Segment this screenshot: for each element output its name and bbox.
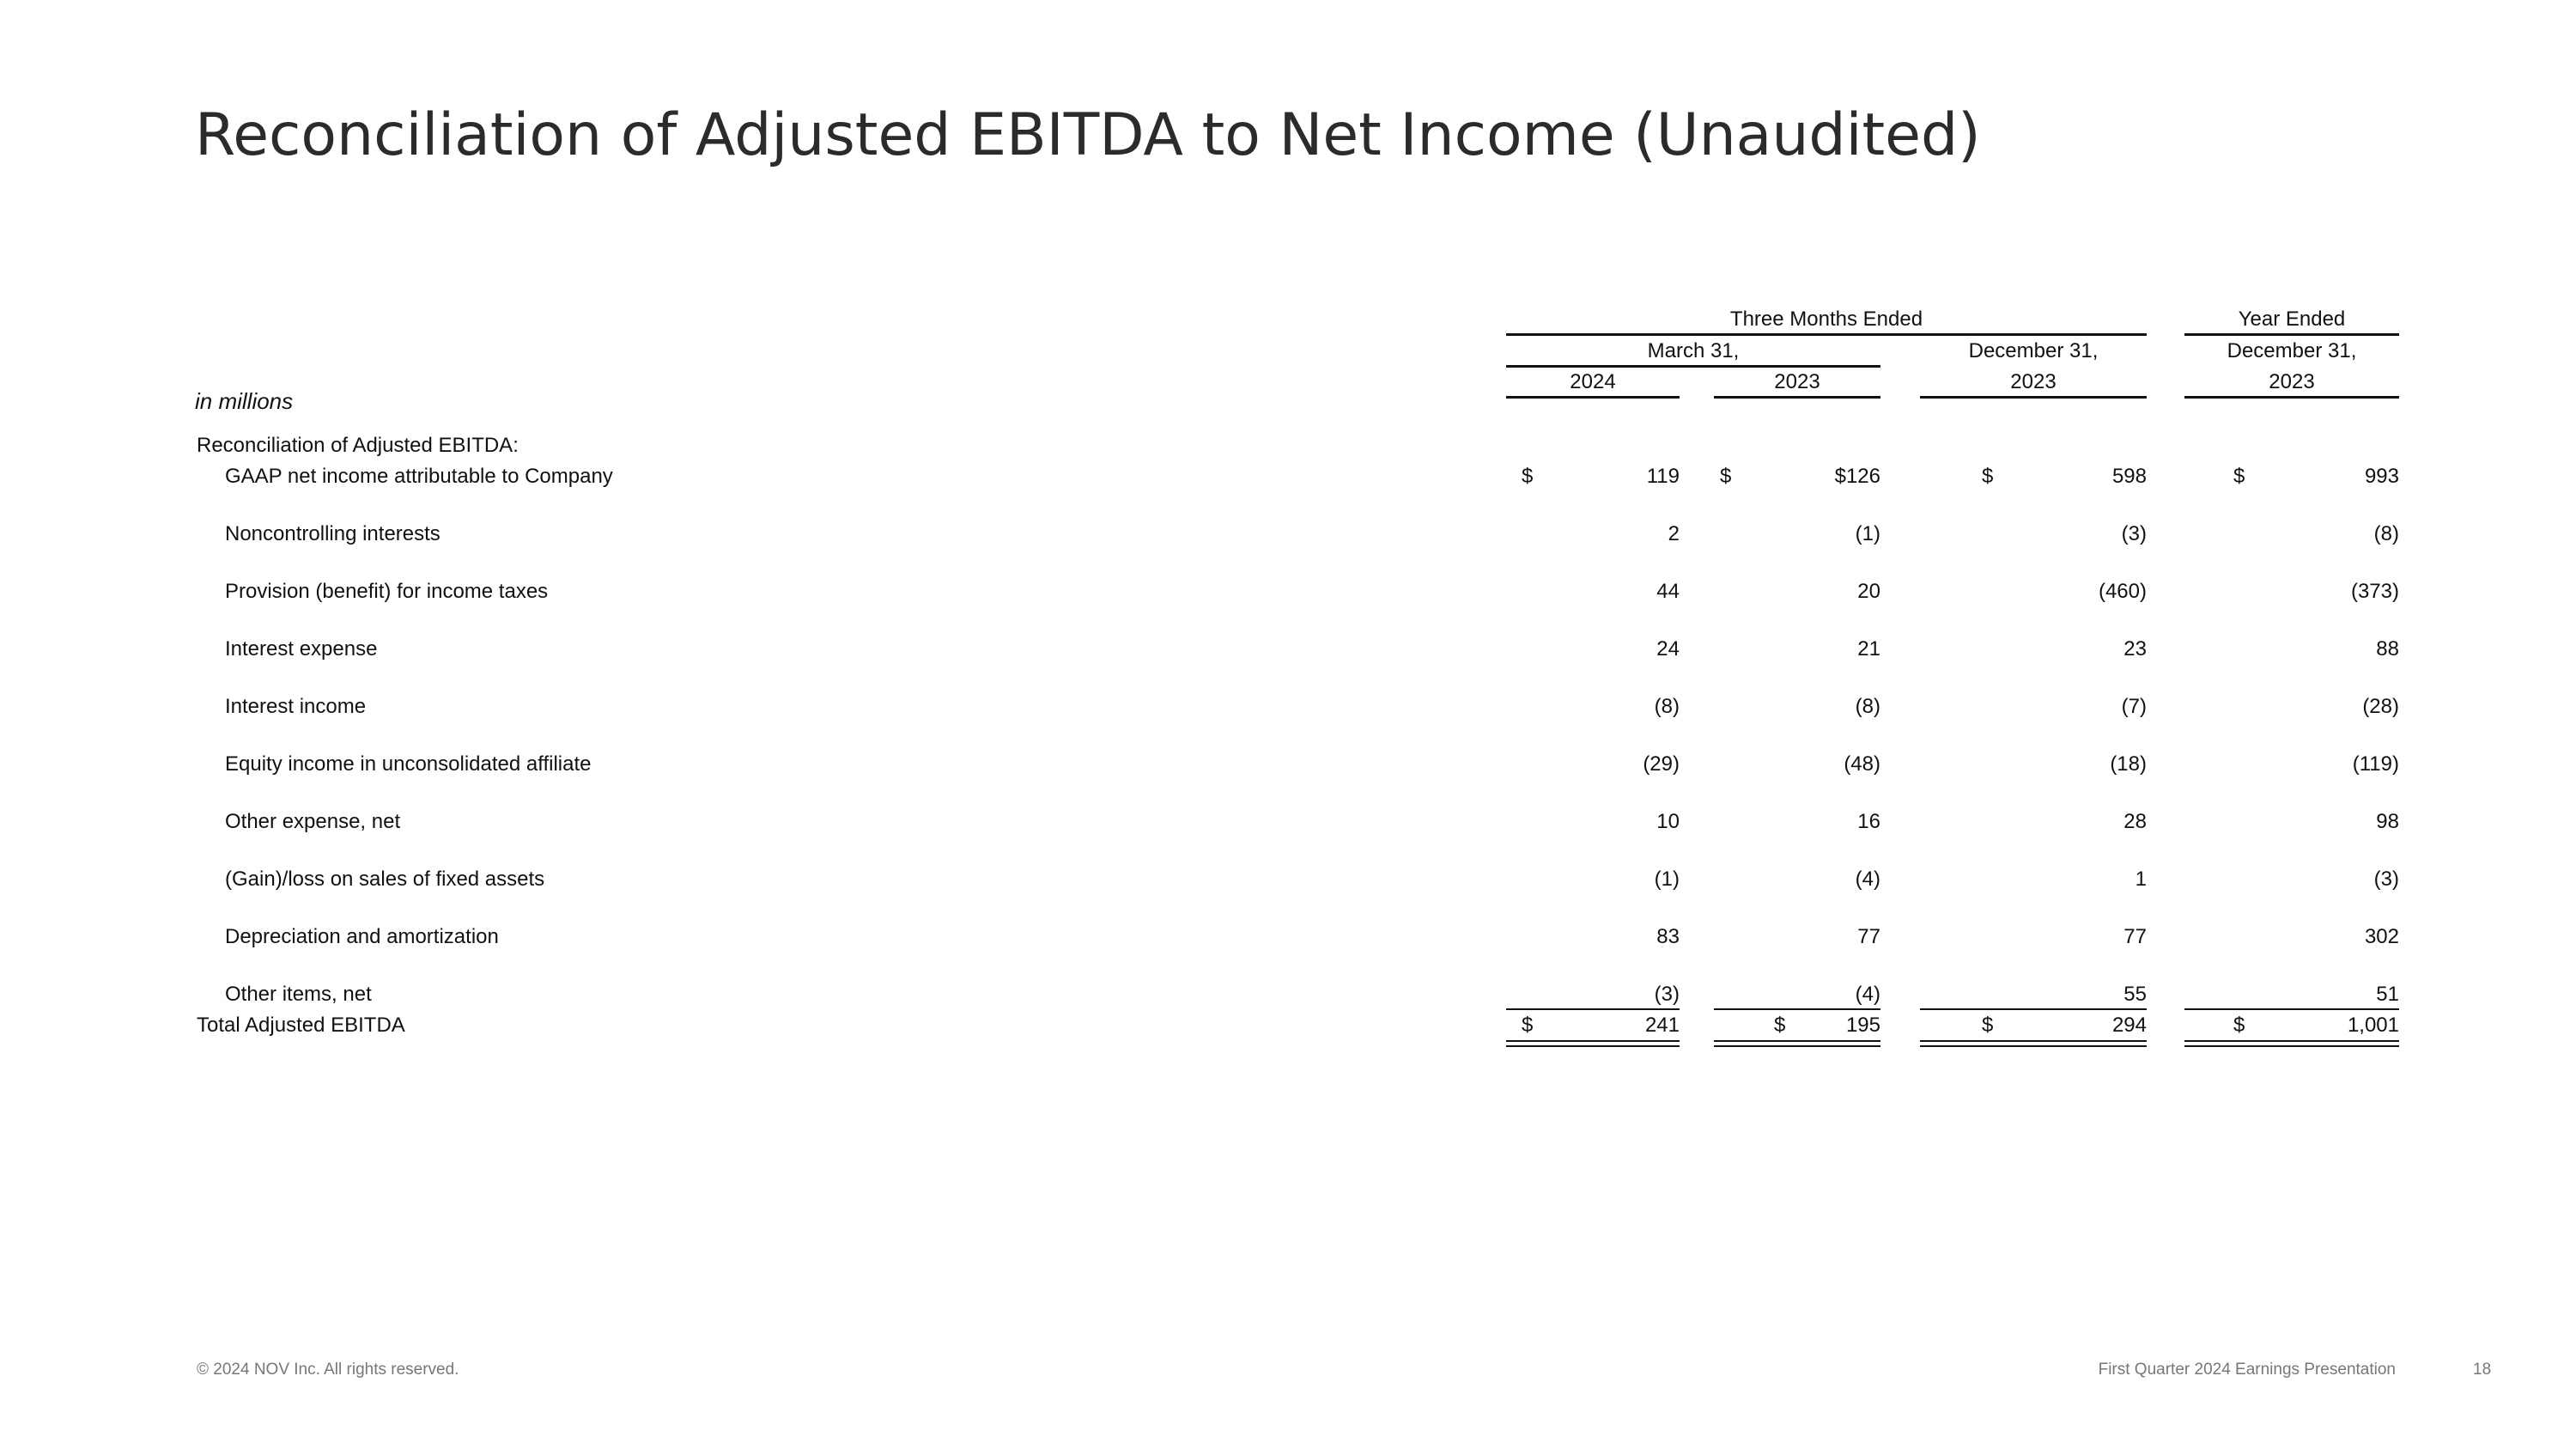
- total-cell: 294: [2111, 1014, 2147, 1037]
- table-cell: (1): [1855, 522, 1880, 545]
- header-year-ended: Year Ended: [2238, 307, 2346, 331]
- header-december-year: December 31,: [2227, 339, 2357, 362]
- table-cell: 20: [1857, 580, 1880, 603]
- currency-symbol: $: [2233, 1014, 2245, 1037]
- table-cell: 2: [1668, 522, 1680, 545]
- table-cell: (3): [2373, 868, 2399, 891]
- table-cell: 1: [2135, 868, 2147, 891]
- row-label: Other items, net: [225, 983, 372, 1006]
- footer-page-number: 18: [2473, 1361, 2492, 1379]
- table-cell: 24: [1656, 637, 1680, 661]
- total-double-rule: [2184, 1040, 2399, 1047]
- table-cell: 993: [2364, 465, 2399, 488]
- subtotal-rule: [1506, 1008, 1680, 1010]
- currency-symbol: $: [1774, 1014, 1786, 1037]
- currency-symbol: $: [1522, 1014, 1534, 1037]
- rule-col4: [2184, 396, 2399, 399]
- footer-copyright: © 2024 NOV Inc. All rights reserved.: [197, 1361, 459, 1379]
- table-cell: (373): [2350, 580, 2399, 603]
- table-cell: 119: [1646, 465, 1680, 488]
- table-cell: 10: [1656, 810, 1680, 833]
- header-col4-year: 2023: [2269, 370, 2315, 393]
- rule-col3: [1920, 396, 2147, 399]
- table-cell: (48): [1844, 752, 1880, 776]
- header-three-months: Three Months Ended: [1729, 307, 1923, 331]
- total-cell: 241: [1644, 1014, 1680, 1037]
- table-cell: 23: [2123, 637, 2147, 661]
- table-cell: 21: [1857, 637, 1880, 661]
- table-cell: (1): [1654, 868, 1680, 891]
- header-december-quarter: December 31,: [1968, 339, 2099, 362]
- table-cell: 83: [1656, 925, 1680, 948]
- table-cell: (3): [1654, 983, 1680, 1006]
- rule-col2: [1714, 396, 1880, 399]
- subtotal-rule: [1920, 1008, 2147, 1010]
- total-cell: 1,001: [2347, 1014, 2399, 1037]
- row-label: Interest expense: [225, 637, 378, 661]
- table-cell: (119): [2352, 752, 2399, 776]
- total-cell: 195: [1845, 1014, 1880, 1037]
- header-march: March 31,: [1647, 339, 1740, 362]
- row-label: GAAP net income attributable to Company: [225, 465, 613, 488]
- table-cell: (8): [1654, 695, 1680, 718]
- row-label: Depreciation and amortization: [225, 925, 499, 948]
- row-label: Other expense, net: [225, 810, 401, 833]
- header-col1-year: 2024: [1570, 370, 1616, 393]
- table-cell: (29): [1643, 752, 1680, 776]
- rule-three-months: [1506, 333, 2147, 336]
- table-cell: 55: [2123, 983, 2147, 1006]
- subtotal-rule: [1714, 1008, 1880, 1010]
- rule-march: [1506, 365, 1880, 368]
- table-cell: (3): [2121, 522, 2147, 545]
- rule-year-ended: [2184, 333, 2399, 336]
- row-label: Noncontrolling interests: [225, 522, 440, 545]
- currency-symbol: $: [2233, 465, 2245, 488]
- table-cell: (7): [2121, 695, 2147, 718]
- total-double-rule: [1714, 1040, 1880, 1047]
- table-cell: 28: [2123, 810, 2147, 833]
- table-cell: 302: [2364, 925, 2399, 948]
- table-cell: (460): [2098, 580, 2147, 603]
- table-cell: 88: [2376, 637, 2399, 661]
- table-cell: 77: [2123, 925, 2147, 948]
- units-label: in millions: [195, 388, 294, 414]
- table-cell: 16: [1857, 810, 1880, 833]
- row-label: (Gain)/loss on sales of fixed assets: [225, 868, 545, 891]
- section-label: Reconciliation of Adjusted EBITDA:: [197, 434, 519, 457]
- table-cell: (28): [2362, 695, 2399, 718]
- currency-symbol: $: [1982, 1014, 1994, 1037]
- header-col3-year: 2023: [2010, 370, 2057, 393]
- footer-presentation: First Quarter 2024 Earnings Presentation: [2098, 1361, 2396, 1379]
- currency-symbol: $: [1522, 465, 1534, 488]
- page-title: Reconciliation of Adjusted EBITDA to Net Income (Unaudited): [195, 101, 1981, 169]
- currency-symbol: $: [1720, 465, 1732, 488]
- table-cell: 98: [2376, 810, 2399, 833]
- table-cell: 77: [1857, 925, 1880, 948]
- table-cell: (4): [1855, 983, 1880, 1006]
- row-label: Provision (benefit) for income taxes: [225, 580, 549, 603]
- row-label: Equity income in unconsolidated affiliate: [225, 752, 592, 776]
- table-cell: (4): [1855, 868, 1880, 891]
- table-cell: (8): [2373, 522, 2399, 545]
- row-label: Interest income: [225, 695, 367, 718]
- total-double-rule: [1920, 1040, 2147, 1047]
- table-cell: 51: [2376, 983, 2399, 1006]
- table-cell: $126: [1834, 465, 1880, 488]
- table-cell: 44: [1656, 580, 1680, 603]
- total-label: Total Adjusted EBITDA: [197, 1014, 405, 1037]
- table-cell: (8): [1855, 695, 1880, 718]
- rule-col1: [1506, 396, 1680, 399]
- total-double-rule: [1506, 1040, 1680, 1047]
- header-col2-year: 2023: [1774, 370, 1820, 393]
- currency-symbol: $: [1982, 465, 1994, 488]
- table-cell: 598: [2111, 465, 2147, 488]
- subtotal-rule: [2184, 1008, 2399, 1010]
- table-cell: (18): [2110, 752, 2147, 776]
